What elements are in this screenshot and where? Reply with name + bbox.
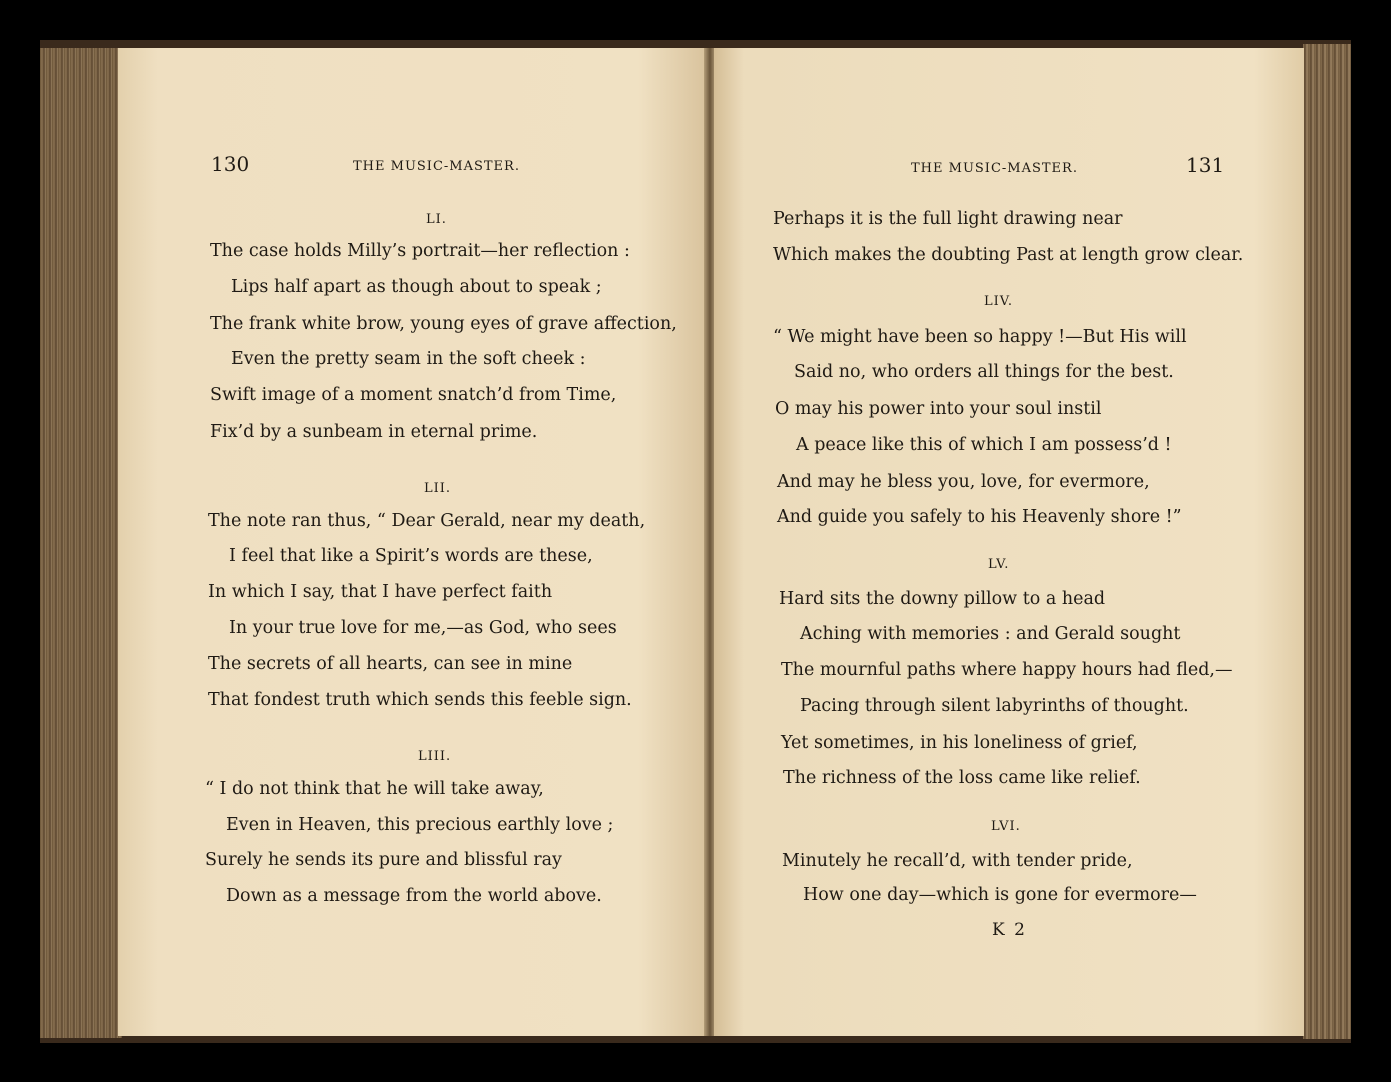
- verse-line: The mournful paths where happy hours had fled,—: [781, 660, 1233, 680]
- stanza-number: LIV.: [984, 294, 1014, 309]
- verse-line: “ I do not think that he will take away,: [205, 779, 544, 799]
- signature-mark: K 2: [992, 920, 1027, 940]
- verse-line: Surely he sends its pure and blissful ray: [205, 850, 562, 870]
- verse-line: Aching with memories : and Gerald sought: [800, 624, 1181, 644]
- stanza-number: LV.: [988, 557, 1010, 572]
- verse-line: Fix’d by a sunbeam in eternal prime.: [210, 422, 538, 442]
- left-page-number: 130: [211, 152, 250, 176]
- left-page-edges: [40, 48, 122, 1038]
- right-running-head: THE MUSIC-MASTER.: [911, 161, 1078, 176]
- verse-line: And guide you safely to his Heavenly shore !”: [777, 507, 1182, 527]
- left-running-head: THE MUSIC-MASTER.: [353, 159, 520, 174]
- verse-line: The secrets of all hearts, can see in mine: [208, 654, 573, 674]
- verse-line: O may his power into your soul instil: [775, 399, 1102, 419]
- verse-line: The case holds Milly’s portrait—her reflection :: [210, 241, 630, 261]
- verse-line: Down as a message from the world above.: [226, 886, 602, 906]
- verse-line: Swift image of a moment snatch’d from Time,: [210, 385, 617, 405]
- verse-line: And may he bless you, love, for evermore,: [777, 472, 1150, 492]
- verse-line: That fondest truth which sends this feeble sign.: [208, 690, 632, 710]
- stanza-number: LVI.: [991, 819, 1021, 834]
- verse-line: Even the pretty seam in the soft cheek :: [231, 349, 586, 369]
- verse-line: I feel that like a Spirit’s words are these,: [229, 546, 593, 566]
- stanza-number: LI.: [426, 212, 447, 227]
- stanza-number: LIII.: [418, 749, 452, 764]
- verse-line: The note ran thus, “ Dear Gerald, near my death,: [208, 511, 646, 531]
- stanza-number: LII.: [424, 481, 452, 496]
- verse-line: In your true love for me,—as God, who sees: [229, 618, 617, 638]
- right-page-number: 131: [1186, 153, 1225, 177]
- verse-line: Perhaps it is the full light drawing near: [773, 209, 1123, 229]
- verse-line: The frank white brow, young eyes of grave affection,: [210, 314, 677, 334]
- verse-line: Said no, who orders all things for the best.: [794, 362, 1174, 382]
- verse-line: Minutely he recall’d, with tender pride,: [782, 851, 1133, 871]
- verse-line: “ We might have been so happy !—But His will: [773, 327, 1187, 347]
- verse-line: Which makes the doubting Past at length grow clear.: [773, 245, 1244, 265]
- verse-line: Lips half apart as though about to speak ;: [231, 277, 602, 297]
- verse-line: Yet sometimes, in his loneliness of grief,: [781, 733, 1138, 753]
- verse-line: A peace like this of which I am possess’d !: [796, 435, 1172, 455]
- verse-line: The richness of the loss came like relief.: [783, 768, 1141, 788]
- verse-line: Hard sits the downy pillow to a head: [779, 589, 1106, 609]
- right-page-edges: [1303, 44, 1351, 1039]
- verse-line: In which I say, that I have perfect faith: [208, 582, 553, 602]
- verse-line: How one day—which is gone for evermore—: [803, 885, 1197, 905]
- verse-line: Even in Heaven, this precious earthly love ;: [226, 815, 614, 835]
- verse-line: Pacing through silent labyrinths of thought.: [800, 696, 1189, 716]
